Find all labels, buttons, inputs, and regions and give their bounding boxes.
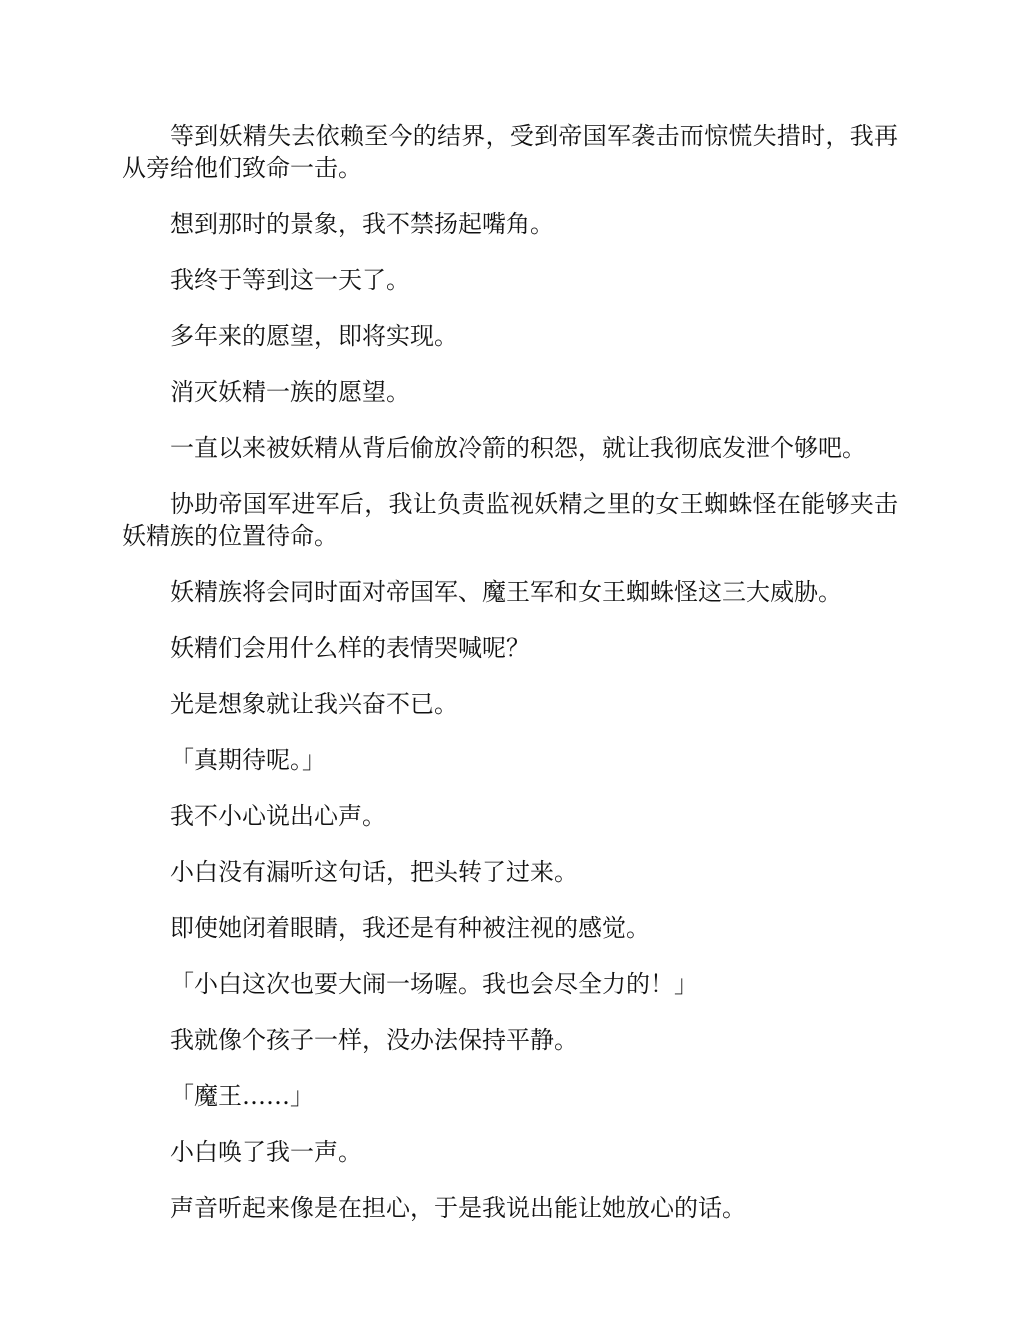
- paragraph: 消灭妖精一族的愿望。: [170, 378, 410, 406]
- dialogue-line: 「小白这次也要大闹一场喔。我也会尽全力的！」: [170, 970, 698, 998]
- paragraph: 想到那时的景象，我不禁扬起嘴角。: [170, 210, 554, 238]
- document-body: [122, 120, 898, 1248]
- paragraph: 一直以来被妖精从背后偷放冷箭的积怨，就让我彻底发泄个够吧。: [170, 434, 866, 462]
- paragraph: 声音听起来像是在担心，于是我说出能让她放心的话。: [170, 1194, 746, 1222]
- dialogue-line: 「真期待呢。」: [170, 746, 326, 774]
- paragraph: 小白唤了我一声。: [170, 1138, 362, 1166]
- paragraph: 小白没有漏听这句话，把头转了过来。: [170, 858, 578, 886]
- paragraph: 协助帝国军进军后，我让负责监视妖精之里的女王蜘蛛怪在能够夹击妖精族的位置待命。: [122, 490, 898, 550]
- paragraph: 光是想象就让我兴奋不已。: [170, 690, 458, 718]
- paragraph: 等到妖精失去依赖至今的结界，受到帝国军袭击而惊慌失措时，我再从旁给他们致命一击。: [122, 122, 898, 182]
- paragraph: 我终于等到这一天了。: [170, 266, 410, 294]
- paragraph: 即使她闭着眼睛，我还是有种被注视的感觉。: [170, 914, 650, 942]
- paragraph: 妖精们会用什么样的表情哭喊呢？: [170, 634, 530, 662]
- paragraph: 我就像个孩子一样，没办法保持平静。: [170, 1026, 578, 1054]
- paragraph: 我不小心说出心声。: [170, 802, 386, 830]
- paragraph: 妖精族将会同时面对帝国军、魔王军和女王蜘蛛怪这三大威胁。: [170, 578, 842, 606]
- dialogue-line: 「魔王……」: [170, 1082, 314, 1110]
- paragraph: 多年来的愿望，即将实现。: [170, 322, 458, 350]
